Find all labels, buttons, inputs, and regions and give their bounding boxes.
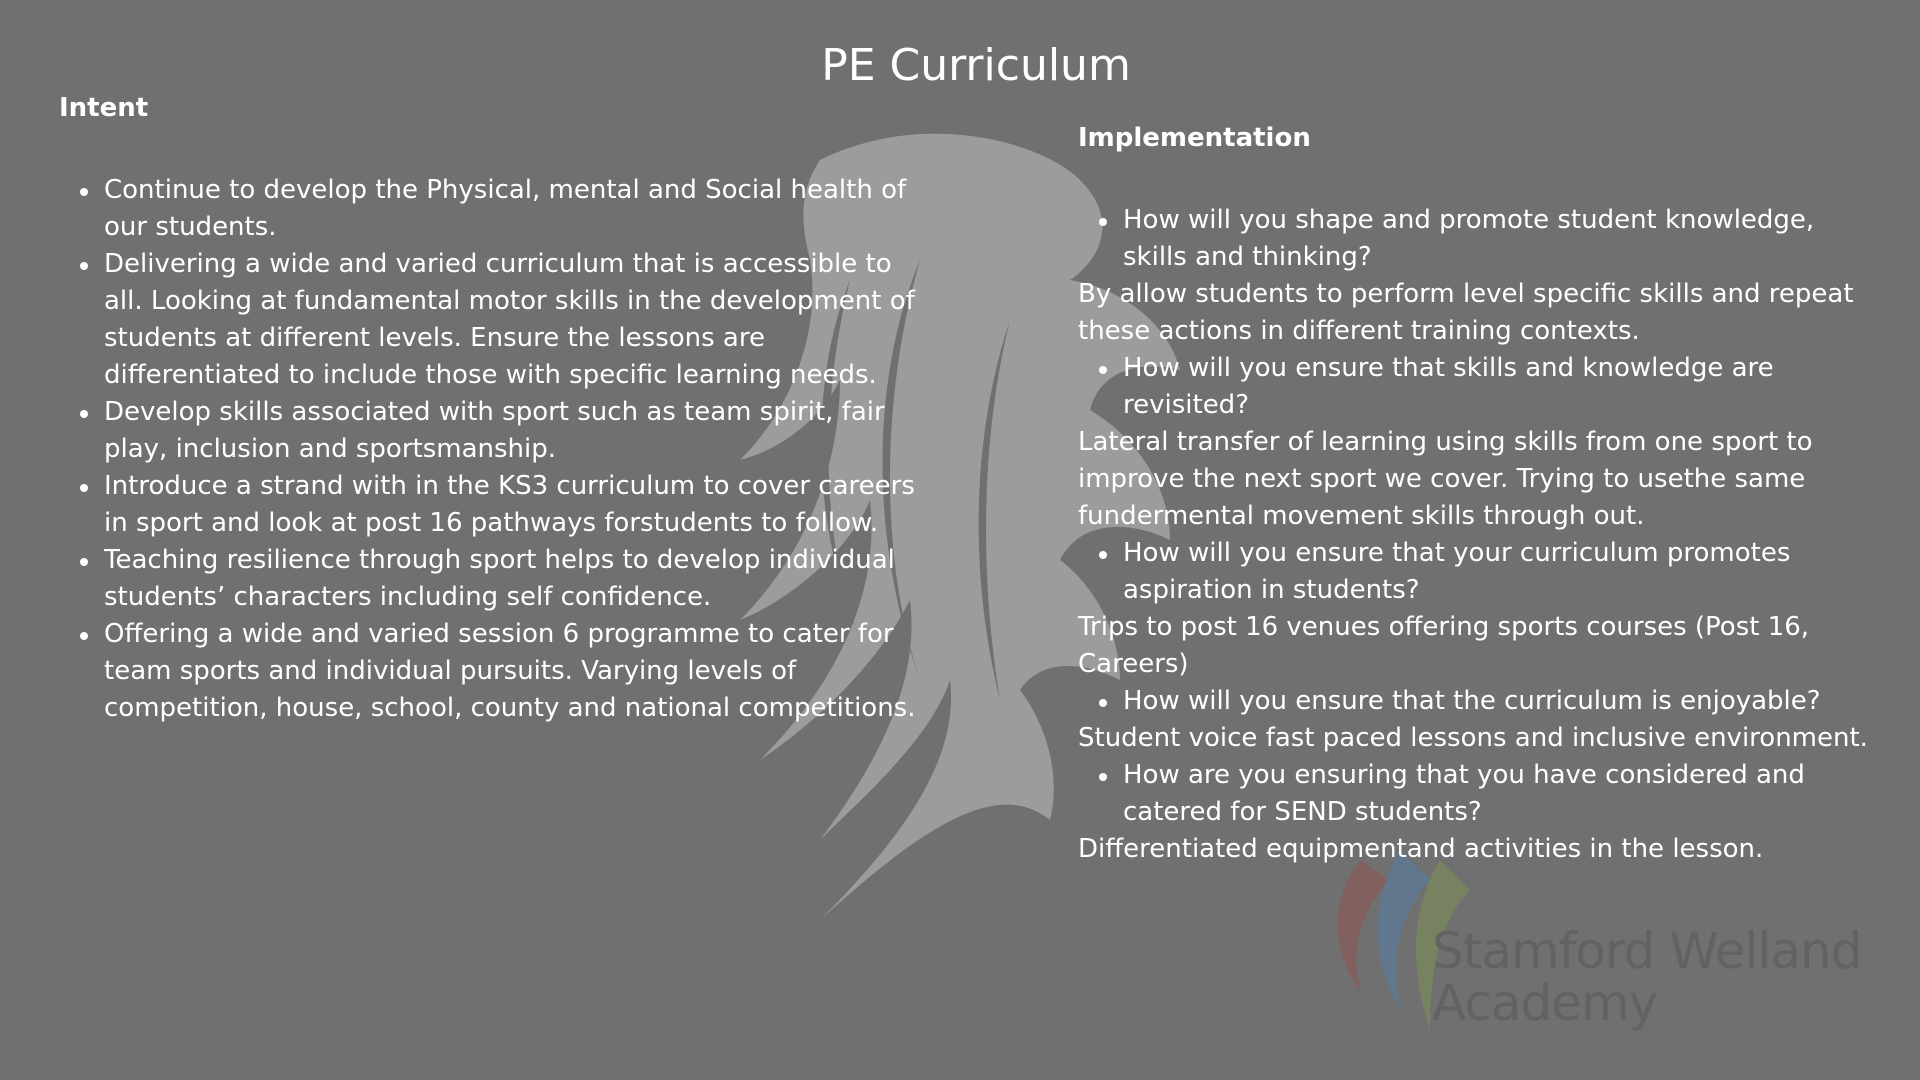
implementation-answer-1: By allow students to perform level specific skills and repeat these actions in different training contexts. xyxy=(1078,279,1854,346)
intent-item-3: Develop skills associated with sport such as team spirit, fair play, inclusion and sportsmanship. xyxy=(59,394,919,468)
implementation-answer-3: Trips to post 16 venues offering sports courses (Post 16, Careers) xyxy=(1078,612,1810,679)
intent-item-5: Teaching resilience through sport helps to develop individual students’ characters including self confidence. xyxy=(59,542,919,616)
intent-heading: Intent xyxy=(59,93,149,123)
implementation-question-5: How are you ensuring that you have considered and catered for SEND students? xyxy=(1078,757,1878,831)
implementation-answer-5: Differentiated equipmentand activities in the lesson. xyxy=(1078,834,1764,864)
page-title: PE Curriculum xyxy=(821,40,1131,91)
intent-item-2: Delivering a wide and varied curriculum that is accessible to all. Looking at fundamental motor skills in the development of students at different levels. Ensure the lessons are differentiated to include those with specific learning needs. xyxy=(59,246,919,394)
implementation-heading: Implementation xyxy=(1078,123,1311,153)
implementation-question-4: How will you ensure that the curriculum is enjoyable? xyxy=(1078,683,1878,720)
implementation-question-3: How will you ensure that your curriculum promotes aspiration in students? xyxy=(1078,535,1878,609)
intent-item-1: Continue to develop the Physical, mental and Social health of our students. xyxy=(59,172,919,246)
implementation-answer-4: Student voice fast paced lessons and inclusive environment. xyxy=(1078,723,1868,753)
implementation-question-1: How will you shape and promote student knowledge, skills and thinking? xyxy=(1078,202,1878,276)
intent-list xyxy=(59,172,919,727)
academy-logo-text xyxy=(1432,922,1862,1032)
implementation-section xyxy=(1078,118,1878,868)
intent-item-6: Offering a wide and varied session 6 programme to cater for team sports and individual pursuits. Varying levels of competition, house, school, county and national competitions. xyxy=(59,616,919,727)
intent-section xyxy=(59,88,919,727)
implementation-answer-2: Lateral transfer of learning using skills from one sport to improve the next sport we cover. Trying to usethe same fundermental movement skills through out. xyxy=(1078,427,1813,531)
implementation-question-2: How will you ensure that skills and knowledge are revisited? xyxy=(1078,350,1878,424)
intent-item-4: Introduce a strand with in the KS3 curriculum to cover careers in sport and look at post 16 pathways forstudents to follow. xyxy=(59,468,919,542)
logo-line-1: Stamford Welland xyxy=(1432,922,1862,980)
logo-line-2: Academy xyxy=(1432,974,1658,1032)
